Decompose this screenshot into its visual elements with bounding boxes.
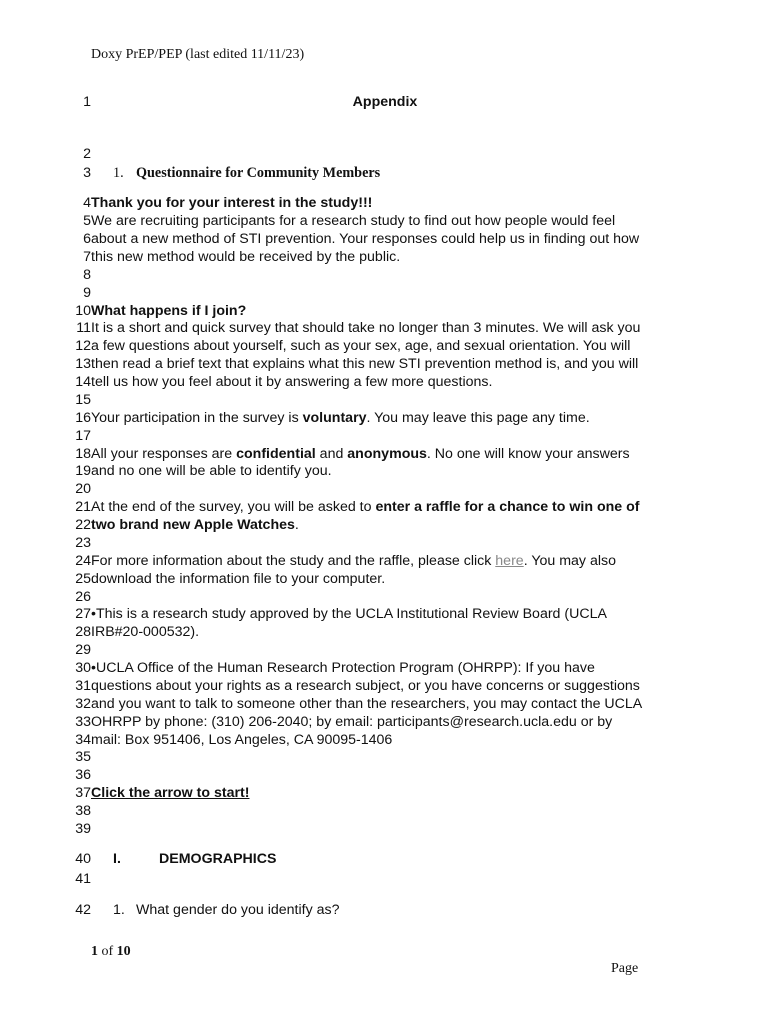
body-text: tell us how you feel about it by answering a few more questions. bbox=[91, 374, 493, 390]
line-number: 12 bbox=[75, 338, 91, 354]
line-number: 22 bbox=[75, 517, 91, 533]
line-number: 27 bbox=[75, 606, 91, 622]
line-number: 20 bbox=[75, 481, 91, 497]
doc-line bbox=[0, 462, 770, 480]
thank-you-heading: Thank you for your interest in the study!!! bbox=[91, 195, 373, 211]
line-number: 4 bbox=[83, 195, 91, 211]
line-number: 35 bbox=[75, 749, 91, 765]
doc-line bbox=[0, 901, 770, 919]
doc-line bbox=[0, 302, 770, 320]
line-number: 16 bbox=[75, 410, 91, 426]
what-happens-heading: What happens if I join? bbox=[91, 303, 247, 319]
line-number: 25 bbox=[75, 571, 91, 587]
doc-line bbox=[0, 93, 770, 111]
body-text: then read a brief text that explains what this new STI prevention method is, and you will bbox=[91, 356, 639, 372]
doc-line bbox=[0, 212, 770, 230]
doc-line bbox=[0, 534, 770, 552]
doc-line bbox=[0, 516, 770, 534]
line-number: 34 bbox=[75, 732, 91, 748]
ohrpp-text: •UCLA Office of the Human Research Protection Program (OHRPP): If you have bbox=[91, 660, 595, 676]
doc-line bbox=[0, 605, 770, 623]
doc-line bbox=[0, 445, 770, 463]
line-number: 29 bbox=[75, 642, 91, 658]
line-number: 18 bbox=[75, 446, 91, 462]
line-number: 38 bbox=[75, 803, 91, 819]
doc-line bbox=[0, 870, 770, 888]
line-number: 9 bbox=[83, 285, 91, 301]
line-number: 42 bbox=[75, 902, 91, 918]
line-number: 26 bbox=[75, 589, 91, 605]
line-number: 30 bbox=[75, 660, 91, 676]
line-number: 41 bbox=[75, 871, 91, 887]
doc-line bbox=[0, 355, 770, 373]
doc-line bbox=[0, 373, 770, 391]
irb-text: •This is a research study approved by the UCLA Institutional Review Board (UCLA bbox=[91, 606, 607, 622]
doc-line bbox=[0, 427, 770, 445]
line-number: 24 bbox=[75, 553, 91, 569]
line-number: 14 bbox=[75, 374, 91, 390]
body-text: a few questions about yourself, such as your sex, age, and sexual orientation. You will bbox=[91, 338, 631, 354]
line-number: 2 bbox=[83, 146, 91, 162]
doc-line bbox=[0, 480, 770, 498]
here-link[interactable]: here bbox=[495, 553, 524, 569]
body-text: about a new method of STI prevention. Your responses could help us in finding out how bbox=[91, 231, 640, 247]
doc-line bbox=[0, 164, 770, 182]
doc-line bbox=[0, 641, 770, 659]
more-info-text: For more information about the study and the raffle, please click here. You may also bbox=[91, 553, 616, 569]
confidential-text: All your responses are confidential and anonymous. No one will know your answers bbox=[91, 446, 630, 462]
start-prompt: Click the arrow to start! bbox=[91, 785, 250, 801]
body-text: OHRPP by phone: (310) 206-2040; by email: participants@research.ucla.edu or by bbox=[91, 714, 613, 730]
doc-line bbox=[0, 498, 770, 516]
doc-line bbox=[0, 266, 770, 284]
line-number: 7 bbox=[83, 249, 91, 265]
line-number: 3 bbox=[83, 165, 91, 181]
doc-line bbox=[0, 850, 770, 868]
line-number: 11 bbox=[76, 320, 91, 336]
body-text: this new method would be received by the public. bbox=[91, 249, 401, 265]
doc-line bbox=[0, 194, 770, 212]
doc-line bbox=[0, 766, 770, 784]
body-text: and you want to talk to someone other than the researchers, you may contact the UCLA bbox=[91, 696, 643, 712]
page-label: Page bbox=[611, 961, 639, 976]
doc-line bbox=[0, 695, 770, 713]
page-indicator bbox=[91, 944, 131, 960]
appendix-title: Appendix bbox=[352, 94, 418, 110]
doc-line bbox=[0, 784, 770, 802]
line-number: 36 bbox=[75, 767, 91, 783]
doc-line bbox=[0, 748, 770, 766]
doc-line bbox=[0, 391, 770, 409]
body-text: It is a short and quick survey that should take no longer than 3 minutes. We will ask you bbox=[91, 320, 641, 336]
doc-line bbox=[0, 409, 770, 427]
line-number: 6 bbox=[83, 231, 91, 247]
doc-line bbox=[0, 659, 770, 677]
doc-line bbox=[0, 802, 770, 820]
questionnaire-number: 1. bbox=[113, 165, 124, 181]
body-text: download the information file to your computer. bbox=[91, 571, 386, 587]
doc-line bbox=[0, 570, 770, 588]
doc-line bbox=[0, 284, 770, 302]
line-number: 31 bbox=[75, 678, 91, 694]
doc-line bbox=[0, 337, 770, 355]
doc-line bbox=[0, 552, 770, 570]
doc-line bbox=[0, 319, 770, 337]
doc-line bbox=[0, 677, 770, 695]
raffle-text: two brand new Apple Watches. bbox=[91, 517, 299, 533]
question-text: What gender do you identify as? bbox=[136, 902, 340, 918]
doc-line bbox=[0, 248, 770, 266]
line-number: 10 bbox=[75, 303, 91, 319]
body-text: mail: Box 951406, Los Angeles, CA 90095-1406 bbox=[91, 732, 393, 748]
current-page: 1 bbox=[91, 944, 98, 959]
body-text: and no one will be able to identify you. bbox=[91, 463, 332, 479]
line-number: 39 bbox=[75, 821, 91, 837]
voluntary-text: Your participation in the survey is voluntary. You may leave this page any time. bbox=[91, 410, 590, 426]
line-number: 37 bbox=[75, 785, 91, 801]
line-number: 21 bbox=[75, 499, 91, 515]
line-number: 17 bbox=[75, 428, 91, 444]
body-text: We are recruiting participants for a research study to find out how people would feel bbox=[91, 213, 616, 229]
doc-line bbox=[0, 145, 770, 163]
line-number: 19 bbox=[75, 463, 91, 479]
line-number: 15 bbox=[75, 392, 91, 408]
doc-line bbox=[0, 230, 770, 248]
body-text: questions about your rights as a research subject, or you have concerns or suggestions bbox=[91, 678, 640, 694]
section-number: I. bbox=[113, 851, 121, 867]
raffle-text: At the end of the survey, you will be asked to enter a raffle for a chance to win one of bbox=[91, 499, 640, 515]
line-number: 33 bbox=[75, 714, 91, 730]
questionnaire-title: Questionnaire for Community Members bbox=[136, 165, 381, 181]
line-number: 13 bbox=[75, 356, 91, 372]
doc-line bbox=[0, 731, 770, 749]
body-text: IRB#20-000532). bbox=[91, 624, 200, 640]
line-number: 32 bbox=[75, 696, 91, 712]
line-number: 23 bbox=[75, 535, 91, 551]
line-number: 28 bbox=[75, 624, 91, 640]
line-number: 8 bbox=[83, 267, 91, 283]
document-header: Doxy PrEP/PEP (last edited 11/11/23) bbox=[91, 47, 305, 62]
total-pages: 10 bbox=[116, 944, 131, 959]
question-number: 1. bbox=[113, 902, 125, 918]
doc-line bbox=[0, 713, 770, 731]
section-title: DEMOGRAPHICS bbox=[159, 851, 277, 867]
page-of: of bbox=[101, 944, 114, 959]
line-number: 40 bbox=[75, 851, 91, 867]
line-number: 5 bbox=[83, 213, 91, 229]
doc-line bbox=[0, 623, 770, 641]
doc-line bbox=[0, 588, 770, 606]
line-number: 1 bbox=[83, 94, 91, 110]
doc-line bbox=[0, 820, 770, 838]
